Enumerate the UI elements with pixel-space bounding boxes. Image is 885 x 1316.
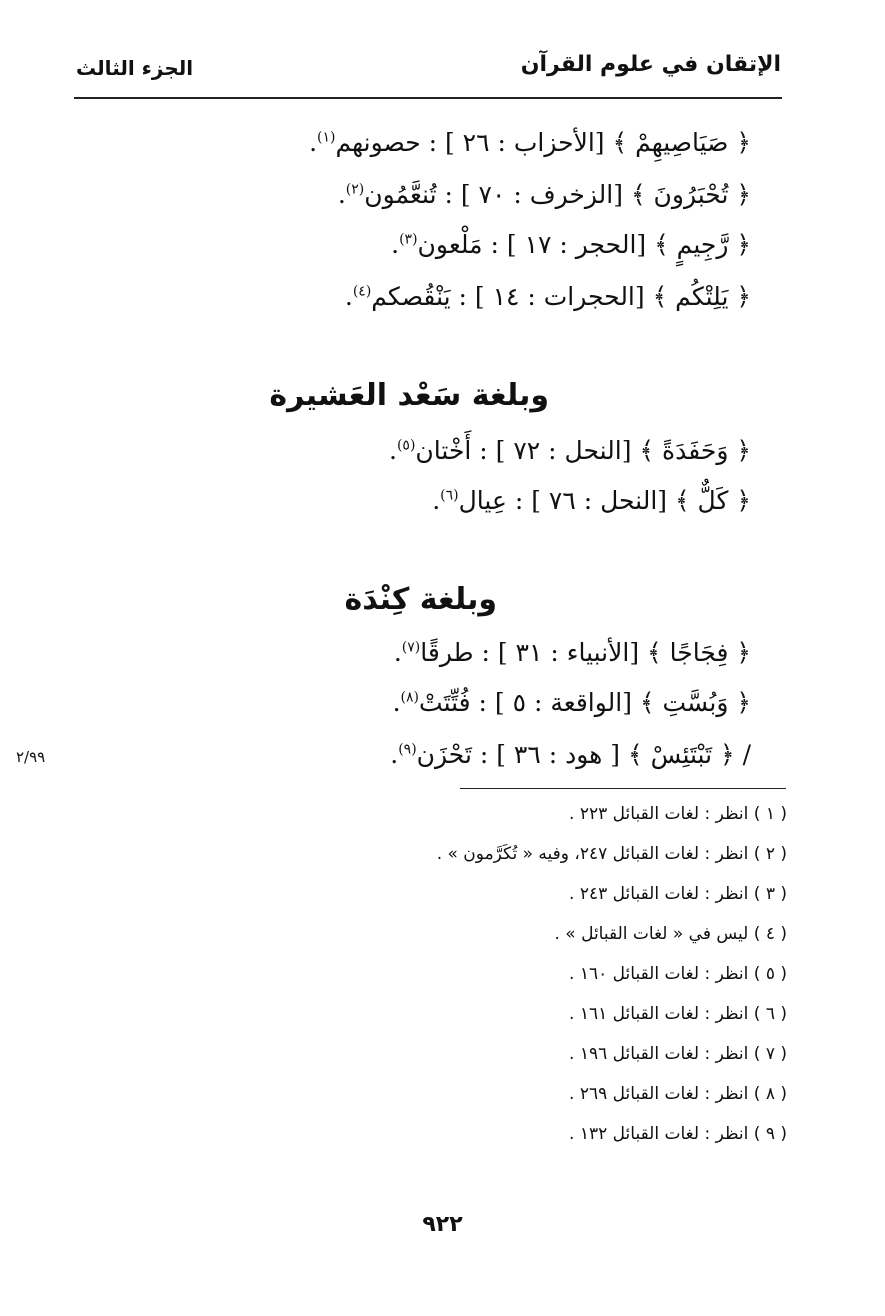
entry-end: .: [309, 128, 318, 157]
footnote: ( ٧ ) انظر : لغات القبائل ١٩٦ .: [569, 1044, 787, 1064]
entry-text: ﴿ وَحَفَدَةً ﴾ [النحل : ٧٢ ] : أَخْتان: [415, 436, 751, 465]
entry-line: [309, 128, 751, 157]
entry-line: [391, 230, 751, 259]
entry-text: ﴿ يَلِتْكُم ﴾ [الحجرات : ١٤ ] : يَنْقُصكم: [371, 282, 751, 311]
footnote-marker: (٤): [352, 283, 372, 300]
entry-line: [345, 282, 751, 311]
footnote: ( ٢ ) انظر : لغات القبائل ٢٤٧، وفيه « تُكَرَّمون » .: [436, 844, 787, 864]
entry-end: .: [391, 230, 400, 259]
entry-text: / ﴿ تَبْتَئِسْ ﴾ [ هود : ٣٦ ] : تَحْزَن: [416, 740, 751, 769]
entry-text: ﴿ رَّجِيمٍ ﴾ [الحجر : ١٧ ] : مَلْعون: [417, 230, 751, 259]
footnote: ( ٣ ) انظر : لغات القبائل ٢٤٣ .: [569, 884, 787, 904]
entry-end: .: [389, 436, 397, 465]
footnote-divider: [460, 788, 786, 789]
footnote: ( ٨ ) انظر : لغات القبائل ٢٦٩ .: [569, 1084, 787, 1104]
entry-end: .: [390, 740, 399, 769]
footnote-marker: (٩): [398, 741, 417, 758]
margin-page-reference: ٢/٩٩: [16, 748, 46, 766]
footnote-marker: (٢): [345, 181, 365, 198]
footnote-marker: (٦): [440, 487, 459, 504]
entry-line: [389, 436, 751, 465]
footnote: ( ٩ ) انظر : لغات القبائل ١٣٢ .: [569, 1124, 787, 1144]
footnote-marker: (٧): [401, 639, 421, 656]
footnote-marker: (٥): [396, 437, 416, 454]
entry-line: [390, 740, 751, 769]
footnote: ( ٦ ) انظر : لغات القبائل ١٦١ .: [569, 1004, 787, 1024]
footnote-marker: (٣): [399, 231, 418, 248]
page-number: ٩٢٢: [422, 1212, 463, 1237]
footnote: ( ٤ ) ليس في « لغات القبائل » .: [554, 924, 787, 944]
entry-text: ﴿ فِجَاجًا ﴾ [الأنبياء : ٣١ ] : طرقًا: [420, 638, 751, 667]
entry-text: ﴿ كَلٌّ ﴾ [النحل : ٧٦ ] : عِيال: [458, 486, 751, 515]
footnote: ( ١ ) انظر : لغات القبائل ٢٢٣ .: [569, 804, 787, 824]
book-title: الإتقان في علوم القرآن: [520, 52, 781, 77]
entry-end: .: [344, 282, 353, 311]
entry-end: .: [392, 688, 401, 717]
entry-end: .: [432, 486, 441, 515]
entry-end: .: [393, 638, 402, 667]
header-divider: [74, 97, 782, 99]
entry-text: ﴿ وَبُسَّتِ ﴾ [الواقعة : ٥ ] : فُتِّتَتْ: [419, 688, 751, 717]
entry-end: .: [337, 180, 346, 209]
entry-text: ﴿ صَيَاصِيهِمْ ﴾ [الأحزاب : ٢٦ ] : حصونهم: [335, 128, 751, 157]
footnote-marker: (١): [317, 129, 336, 146]
volume-label: الجزء الثالث: [76, 56, 194, 80]
entry-line: [394, 638, 751, 667]
entry-text: ﴿ تُحْبَرُونَ ﴾ [الزخرف : ٧٠ ] : تُنعَّمُون: [364, 180, 751, 209]
section-heading-kinda: وبلغة كِنْدَة: [344, 582, 497, 617]
entry-line: [432, 486, 751, 515]
footnote: ( ٥ ) انظر : لغات القبائل ١٦٠ .: [569, 964, 787, 984]
section-heading-saad: وبلغة سَعْد العَشيرة: [269, 378, 549, 413]
entry-line: [338, 180, 751, 209]
footnote-marker: (٨): [400, 689, 420, 706]
entry-line: [393, 688, 751, 717]
